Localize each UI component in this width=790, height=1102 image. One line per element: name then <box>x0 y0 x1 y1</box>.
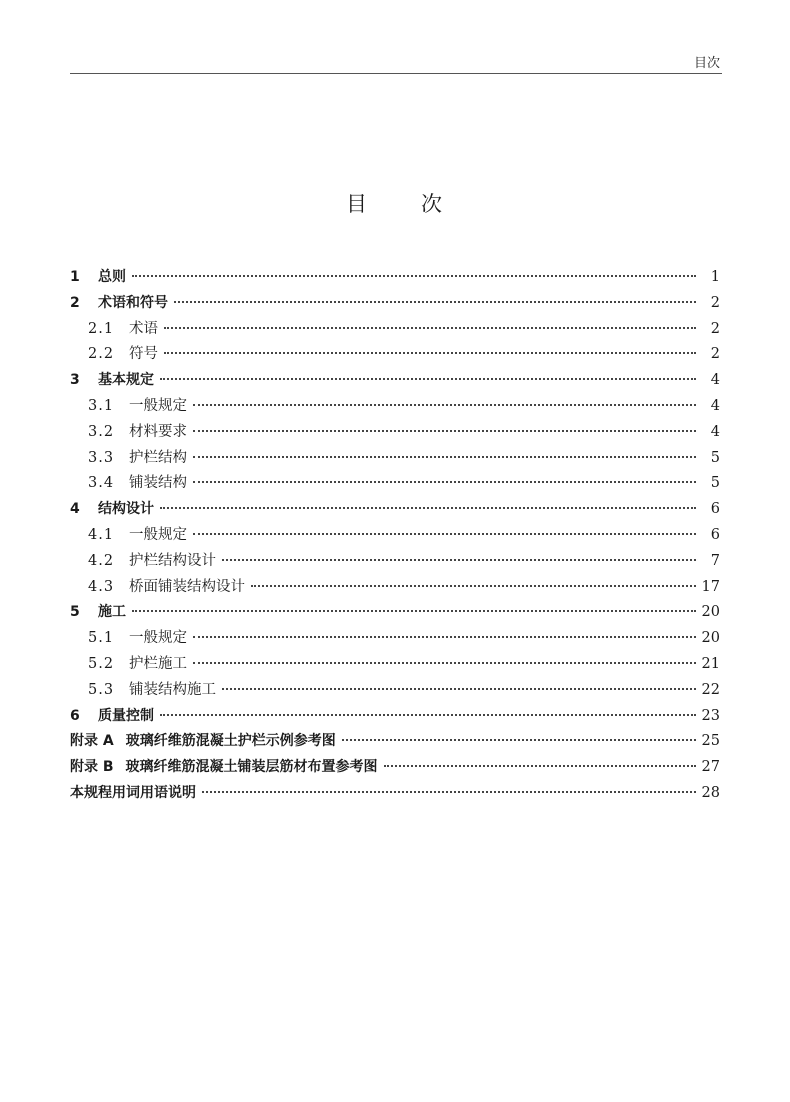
toc-entry[interactable] <box>70 549 720 575</box>
toc-entry-title: 本规程用词用语说明 <box>70 784 196 801</box>
dot-leader <box>193 430 696 432</box>
toc-entry[interactable] <box>70 420 720 446</box>
toc-entry[interactable] <box>70 291 720 317</box>
toc-entry-number: 3.4 <box>88 475 115 492</box>
toc-entry-page-number: 6 <box>710 526 720 543</box>
toc-entry[interactable] <box>70 471 720 497</box>
page-title-part2: 次 <box>421 192 444 216</box>
toc-entry[interactable] <box>70 523 720 549</box>
toc-entry-title: 基本规定 <box>98 372 154 389</box>
toc-entry-number: 2.2 <box>88 346 115 363</box>
toc-entry-title: 护栏施工 <box>129 655 187 672</box>
toc-entry-title: 一般规定 <box>129 397 187 414</box>
dot-leader <box>193 533 696 535</box>
toc-entry-title: 玻璃纤维筋混凝土护栏示例参考图 <box>125 733 336 750</box>
toc-entry[interactable] <box>70 704 720 730</box>
toc-entry[interactable] <box>70 626 720 652</box>
toc-entry[interactable] <box>70 755 720 781</box>
toc-entry-page-number: 20 <box>701 630 720 647</box>
toc-entry-title: 护栏结构设计 <box>129 552 216 569</box>
dot-leader <box>160 714 696 716</box>
toc-entry-page-number: 27 <box>701 759 720 776</box>
toc-entry-number: 3.1 <box>88 397 115 414</box>
toc-entry-title: 术语和符号 <box>98 294 168 311</box>
toc-entry-title: 一般规定 <box>129 526 187 543</box>
dot-leader <box>174 301 696 303</box>
toc-entry-title: 质量控制 <box>98 707 154 724</box>
dot-leader <box>193 636 696 638</box>
header-rule <box>70 73 722 74</box>
toc-entry[interactable] <box>70 729 720 755</box>
dot-leader <box>132 275 696 277</box>
dot-leader <box>164 352 696 354</box>
toc-entry-page-number: 2 <box>710 346 720 363</box>
toc-entry-number: 5.3 <box>88 681 115 698</box>
toc-entry-number: 附录 B <box>70 759 114 776</box>
toc-entry-page-number: 25 <box>701 733 720 750</box>
dot-leader <box>193 404 696 406</box>
toc-entry-number: 3 <box>70 372 80 389</box>
dot-leader <box>222 688 696 690</box>
toc-entry-title: 术语 <box>129 320 158 337</box>
dot-leader <box>222 559 696 561</box>
dot-leader <box>160 507 696 509</box>
toc-entry-number: 3.2 <box>88 423 115 440</box>
toc-entry-page-number: 17 <box>701 578 720 595</box>
toc-entry-title: 施工 <box>98 604 126 621</box>
toc-entry-page-number: 23 <box>701 707 720 724</box>
toc-entry-title: 结构设计 <box>98 501 154 518</box>
toc-entry-number: 4.3 <box>88 578 115 595</box>
toc-entry[interactable] <box>70 781 720 807</box>
toc-entry-title: 铺装结构施工 <box>129 681 216 698</box>
toc-entry-title: 桥面铺装结构设计 <box>129 578 245 595</box>
toc-entry[interactable] <box>70 575 720 601</box>
toc-entry-title: 护栏结构 <box>129 449 187 466</box>
toc-entry-number: 5.2 <box>88 655 115 672</box>
toc-entry-page-number: 5 <box>710 475 720 492</box>
toc-entry[interactable] <box>70 394 720 420</box>
toc-entry-page-number: 1 <box>710 269 720 285</box>
toc-entry[interactable] <box>70 368 720 394</box>
toc-entry-page-number: 2 <box>710 320 720 337</box>
toc-entry-title: 总则 <box>98 269 126 285</box>
toc-entry-page-number: 21 <box>701 655 720 672</box>
toc-entry-page-number: 4 <box>710 423 720 440</box>
toc-entry[interactable] <box>70 652 720 678</box>
dot-leader <box>384 765 696 767</box>
page-title-part1: 目 <box>346 192 369 216</box>
toc-entry-number: 4.1 <box>88 526 115 543</box>
dot-leader <box>193 662 696 664</box>
toc-entry-page-number: 7 <box>710 552 720 569</box>
dot-leader <box>193 456 696 458</box>
toc-entry-title: 符号 <box>129 346 158 363</box>
toc-entry-title: 铺装结构 <box>129 475 187 492</box>
toc-entry-number: 附录 A <box>70 733 114 750</box>
toc-entry-title: 玻璃纤维筋混凝土铺装层筋材布置参考图 <box>125 759 378 776</box>
toc-entry[interactable] <box>70 317 720 343</box>
toc-entry-number: 2 <box>70 294 80 311</box>
dot-leader <box>251 585 696 587</box>
page-title <box>0 188 790 218</box>
toc-entry[interactable] <box>70 446 720 472</box>
toc-entry[interactable] <box>70 342 720 368</box>
toc-entry-title: 材料要求 <box>129 423 187 440</box>
dot-leader <box>160 378 696 380</box>
toc-entry[interactable] <box>70 600 720 626</box>
toc-entry[interactable] <box>70 678 720 704</box>
toc-entry-page-number: 6 <box>710 501 720 518</box>
dot-leader <box>202 791 696 793</box>
toc-entry-number: 2.1 <box>88 320 115 337</box>
dot-leader <box>193 481 696 483</box>
toc-entry-page-number: 4 <box>710 372 720 389</box>
table-of-contents <box>70 265 720 807</box>
toc-entry-number: 3.3 <box>88 449 115 466</box>
toc-entry-page-number: 28 <box>701 784 720 801</box>
toc-entry-page-number: 20 <box>701 604 720 621</box>
toc-entry-number: 5 <box>70 604 80 621</box>
toc-entry-page-number: 5 <box>710 449 720 466</box>
toc-entry-number: 4.2 <box>88 552 115 569</box>
toc-entry-number: 4 <box>70 501 80 518</box>
toc-entry[interactable] <box>70 265 720 291</box>
toc-entry-title: 一般规定 <box>129 630 187 647</box>
dot-leader <box>342 739 696 741</box>
dot-leader <box>132 610 696 612</box>
toc-entry-number: 1 <box>70 269 80 285</box>
running-header: 目次 <box>693 56 720 71</box>
toc-entry[interactable] <box>70 497 720 523</box>
toc-entry-page-number: 4 <box>710 397 720 414</box>
dot-leader <box>164 327 696 329</box>
toc-entry-number: 5.1 <box>88 630 115 647</box>
toc-entry-number: 6 <box>70 707 80 724</box>
toc-entry-page-number: 2 <box>710 294 720 311</box>
toc-entry-page-number: 22 <box>701 681 720 698</box>
